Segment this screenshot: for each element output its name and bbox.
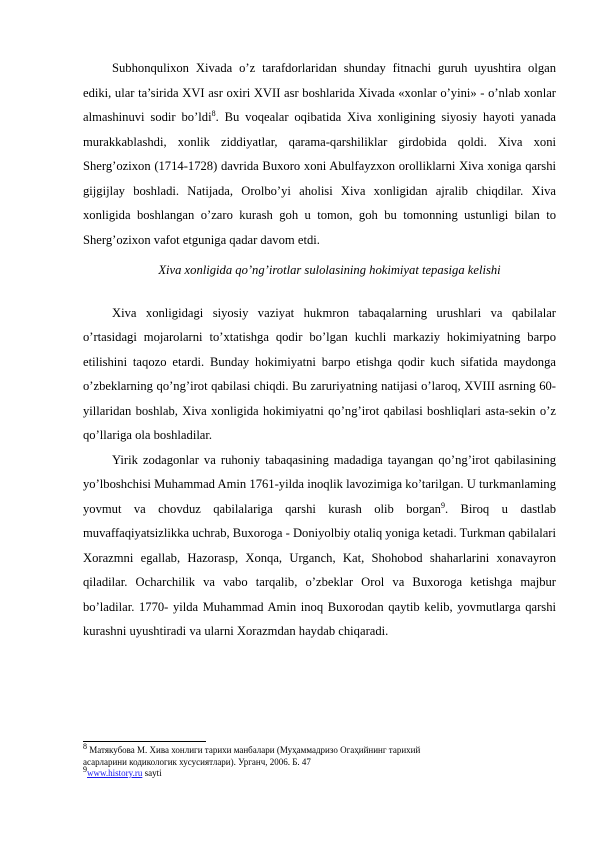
footnote-ref-9[interactable]: 9 xyxy=(440,500,445,510)
paragraph-1-text-cont: . Bu voqealar oqibatida Xiva xonligining siyosiy hayoti yanada murakkablashdi, xonlik ziddiyatlar, qarama-qarshiliklar girdobida qoldi. Xiva xoni Sherg’ozixon (1714-1728) davrida Buxoro xoni Abulfayzxon orolliklarni Xiva xoniga qarshi gijgijlay boshladi. Natijada, Orolbo’yi aholisi Xiva xonligidan ajralib chiqdilar. Xiva xonligida boshlangan o’zaro kurash goh u tomon, goh bu tomonning ustunligi bilan to Sherg’ozixon vafot etguniga qadar davom etdi. xyxy=(83,110,556,247)
paragraph-1-text: Subhonqulixon Xivada o’z tarafdorlaridan shunday fitnachi guruh uyushtira olgan ediki, ular ta’sirida XVI asr oxiri XVII asr boshlarida Xivada «xonlar o’yini» - o’nlab xonlar almashinuvi sodir bo’ldi xyxy=(83,61,556,124)
footnote-8-text: Матякубова М. Хива хонлиги тарихи манбалари (Муҳаммадризо Огаҳийнинг тарихий xyxy=(87,745,421,755)
section-heading: Xiva xonligida qo’ng’irotlar sulolasining hokimiyat tepasiga kelishi xyxy=(158,263,501,277)
footnotes xyxy=(83,741,556,780)
footnote-9-number: 9 xyxy=(83,765,87,774)
footnote-8-number: 8 xyxy=(83,742,87,751)
paragraph-3 xyxy=(83,448,556,644)
paragraph-1 xyxy=(83,56,556,252)
footnote-9 xyxy=(83,765,556,780)
footnote-ref-8[interactable]: 8 xyxy=(211,108,216,118)
paragraph-3-text-cont: . Biroq u dastlab muvaffaqiyatsizlikka uchrab, Buxoroga - Doniyolbiy otaliq yoniga ketadi. Turkman qabilalari Xorazmni egallab, Hazorasp, Xonqa, Urganch, Kat, Shohobod shaharlarini xonavayron qiladilar. Ocharchilik va vabo tarqalib, o’zbeklar Orol va Buxoroga ketishga majbur bo’ladilar. 1770- yilda Muhammad Amin inoq Buxorodan qaytib kelib, yovmutlarga qarshi kurashni uyushtiradi va ularni Xorazmdan haydab chiqaradi. xyxy=(83,501,556,638)
footnote-divider xyxy=(83,741,206,742)
paragraph-3-text: Yirik zodagonlar va ruhoniy tabaqasining madadiga tayangan qo’ng’irot qabilasining yo’lboshchisi Muhammad Amin 1761-yilda inoqlik lavozimiga ko’tarilgan. U turkmanlaming yovmut va chovduz qabilalariga qarshi kurash olib borgan xyxy=(83,452,556,516)
main-text xyxy=(83,56,556,644)
paragraph-2: Xiva xonligidagi siyosiy vaziyat hukmron tabaqalarning urushlari va qabilalar o’rtasidagi mojarolarni to’xtatishga qodir bo’lgan kuchli markaziy hokimiyatning barpo etilishini taqozo etardi. Bunday hokimiyatni barpo etishga qodir kuch sifatida maydonga o’zbeklarning qo’ng’irot qabilasi chiqdi. Bu zaruriyatning natijasi o’laroq, XVIII asrning 60- yillaridan boshlab, Xiva xonligida hokimiyatni qo’ng’irot qabilasi boshliqlari asta-sekin o’z qo’llariga ola boshladilar. xyxy=(83,305,556,442)
footnote-8-continued: асарларини кодикологик хусусиятлари). Урганч, 2006. Б. 47 xyxy=(83,756,311,767)
footnote-9-text: sayti xyxy=(142,768,162,778)
footnote-9-link[interactable]: www.history.ru xyxy=(87,768,143,778)
footnote-8 xyxy=(83,742,556,757)
